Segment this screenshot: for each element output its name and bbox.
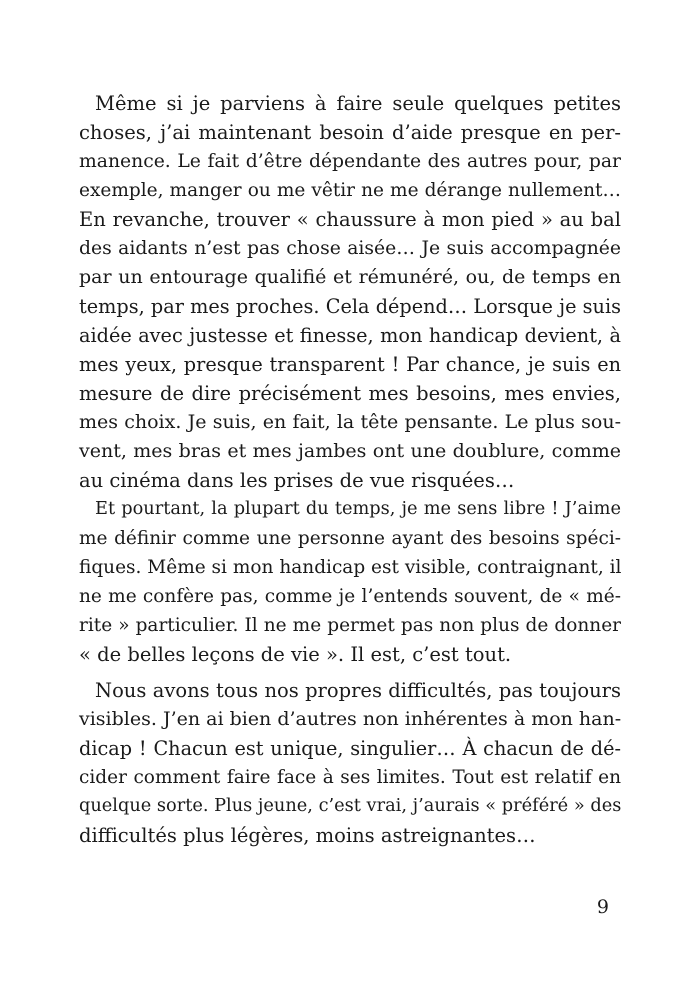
text-line: cider comment faire face à ses limites. Tout est relatif en — [79, 767, 621, 788]
text-line: « de belles leçons de vie ». Il est, c’est tout. — [79, 643, 512, 666]
text-line: vent, mes bras et mes jambes ont une doublure, comme — [79, 440, 621, 462]
text-line: exemple, manger ou me vêtir ne me dérange nullement… — [79, 180, 621, 201]
text-line: ne me confère pas, comme je l’entends souvent, de « mé- — [79, 586, 621, 607]
text-line: aidée avec justesse et finesse, mon handicap devient, à — [79, 324, 621, 347]
text-line: me définir comme une personne ayant des besoins spéci- — [79, 528, 621, 549]
text-line: au cinéma dans les prises de vue risquées… — [79, 469, 515, 492]
text-line: rite » particulier. Il ne me permet pas non plus de donner — [79, 615, 621, 636]
text-line: mes choix. Je suis, en fait, la tête pensante. Le plus sou- — [79, 411, 621, 433]
paragraph-2 — [79, 495, 621, 669]
text-line: difficultés plus légères, moins astreignantes… — [79, 824, 536, 847]
text-line: Et pourtant, la plupart du temps, je me sens libre ! J’aime — [95, 499, 621, 519]
text-line: dicap ! Chacun est unique, singulier… À chacun de dé- — [79, 737, 621, 760]
text-line: visibles. J’en ai bien d’autres non inhérentes à mon han- — [79, 708, 622, 730]
text-line: En revanche, trouver « chaussure à mon pied » au bal — [79, 208, 621, 231]
text-line: temps, par mes proches. Cela dépend… Lorsque je suis — [79, 295, 621, 318]
text-line: des aidants n’est pas chose aisée… Je suis accompagnée — [79, 238, 621, 259]
text-line: Nous avons tous nos propres difficultés, pas toujours — [95, 679, 621, 702]
text-block-2 — [79, 676, 621, 850]
text-line: mes yeux, presque transparent ! Par chance, je suis en — [79, 353, 621, 376]
text-line: fiques. Même si mon handicap est visible, contraignant, il — [79, 557, 622, 578]
text-line: choses, j’ai maintenant besoin d’aide presque en per- — [79, 121, 621, 144]
text-line: Même si je parviens à faire seule quelques petites — [95, 92, 621, 115]
text-line: par un entourage qualifié et rémunéré, ou, de temps en — [79, 266, 621, 288]
paragraph-1 — [79, 89, 621, 495]
page-number: 9 — [596, 896, 609, 918]
text-block-1 — [79, 89, 621, 669]
text-line: manence. Le fait d’être dépendante des autres pour, par — [79, 151, 621, 172]
paragraph-3 — [79, 676, 621, 850]
text-line: quelque sorte. Plus jeune, c’est vrai, j’aurais « préféré » des — [79, 796, 622, 816]
text-line: mesure de dire précisément mes besoins, mes envies, — [79, 382, 621, 405]
